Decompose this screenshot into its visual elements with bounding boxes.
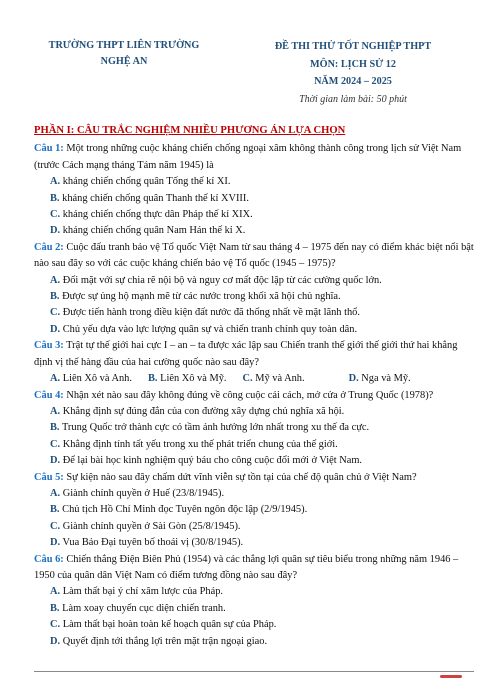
question-number: Câu 2: [34, 241, 64, 253]
question-4 [34, 388, 474, 404]
option: C. Mỹ và Anh. [242, 373, 305, 385]
option: C. Khẳng định tính tất yếu trong xu thế phát triển chung của thế giới. [50, 438, 338, 450]
question-number: Câu 3: [34, 340, 64, 352]
exam-subject: MÔN: LỊCH SỬ 12 [310, 58, 396, 70]
question-text: Sự kiện nào sau đây chấm dứt vĩnh viễn sự tồn tại của chế độ quân chủ ở Việt Nam? [66, 471, 417, 483]
option: C. kháng chiến chống thực dân Pháp thế kỉ XIX. [50, 209, 253, 221]
option: D. Quyết định tới thắng lợi trên mặt trận ngoại giao. [50, 635, 268, 647]
question-number: Câu 5: [34, 471, 64, 483]
option: B. Được sự ủng hộ mạnh mẽ từ các nước trong khối xã hội chủ nghĩa. [50, 291, 341, 303]
option: D. kháng chiến chống quân Nam Hán thế kỉ X. [50, 225, 246, 237]
exam-time: Thời gian làm bài: 50 phút [299, 93, 407, 105]
option-row [34, 371, 474, 387]
option: A. Làm thất bại ý chí xâm lược của Pháp. [50, 586, 224, 598]
option: D. Chủ yếu dựa vào lực lượng quân sự và chiến tranh chính quy toàn dân. [50, 323, 358, 335]
question-1 [34, 141, 474, 174]
school-name-line1: TRƯỜNG THPT LIÊN TRƯỜNG [48, 40, 200, 51]
option: D. Để lại bài học kinh nghiệm quý báu cho công cuộc đổi mới ở Việt Nam. [50, 455, 363, 467]
question-number: Câu 6: [34, 553, 64, 565]
option: D. Nga và Mỹ. [348, 373, 411, 385]
question-number: Câu 1: [34, 143, 64, 155]
footer-divider [34, 671, 474, 672]
option: A. Liên Xô và Anh. [50, 373, 132, 385]
option: B. Liên Xô và Mỹ. [147, 373, 227, 385]
option: B. kháng chiến chống quân Thanh thế kỉ XVIII. [50, 192, 249, 204]
question-2 [34, 240, 474, 273]
part-title: PHẦN I: CÂU TRẮC NGHIỆM NHIỀU PHƯƠNG ÁN LỰA CHỌN [34, 125, 346, 136]
exam-info [232, 38, 474, 108]
option: C. Được tiến hành trong điều kiện đất nước đã thống nhất về mặt lãnh thổ. [50, 307, 360, 319]
question-text: Chiến thắng Điện Biên Phủ (1954) và các thắng lợi quân sự tiêu biểu trong những năm 1946 – 1950 của quân dân Việt Nam có điểm tương đồng nào sau đây? [34, 553, 459, 581]
option: A. Giành chính quyền ở Huế (23/8/1945). [50, 487, 225, 499]
question-text: Một trong những cuộc kháng chiến chống ngoại xâm không thành công trong lịch sử Việt Nam (trước Cách mạng tháng Tám năm 1945) là [34, 143, 462, 171]
page-corner-mark [430, 675, 470, 679]
school-name-line2: NGHỆ AN [100, 56, 148, 67]
option: A. Khẳng định sự đúng đắn của con đường xây dựng chủ nghĩa xã hội. [50, 405, 345, 417]
option: C. Giành chính quyền ở Sài Gòn (25/8/1945). [50, 520, 241, 532]
question-3 [34, 338, 474, 371]
option: B. Chủ tịch Hồ Chí Minh đọc Tuyên ngôn độc lập (2/9/1945). [50, 504, 308, 516]
exam-title: ĐỀ THI THỬ TỐT NGHIỆP THPT [274, 41, 432, 52]
question-number: Câu 4: [34, 389, 64, 401]
option: D. Vua Bảo Đại tuyên bố thoái vị (30/8/1945). [50, 537, 244, 549]
question-5 [34, 470, 474, 486]
question-text: Trật tự thế giới hai cực I – an – ta được xác lập sau Chiến tranh thế giới thế giới thứ hai khẳng định vị thế hàng đầu của hai cường quốc nào sau đây? [34, 340, 458, 368]
question-6 [34, 552, 474, 585]
option: C. Làm thất bại hoàn toàn kế hoạch quân sự của Pháp. [50, 619, 277, 631]
option: B. Trung Quốc trở thành cực có tầm ảnh hưởng lớn nhất trong xu thế đa cực. [50, 422, 370, 434]
exam-content [34, 123, 474, 650]
question-text: Cuộc đấu tranh bảo vệ Tổ quốc Việt Nam từ sau tháng 4 – 1975 đến nay có điểm khác biệt nổi bật nào sau đây so với các cuộc kháng chiến bảo vệ Tổ quốc (1945 – 1975)? [34, 241, 474, 270]
exam-year: NĂM 2024 – 2025 [314, 76, 392, 87]
option: A. kháng chiến chống quân Tống thế kỉ XI. [50, 176, 231, 188]
exam-header [34, 38, 474, 105]
question-text: Nhận xét nào sau đây không đúng về công cuộc cải cách, mở cửa ở Trung Quốc (1978)? [66, 389, 434, 401]
option: B. Làm xoay chuyển cục diện chiến tranh. [50, 602, 226, 614]
school-name [34, 38, 214, 70]
option: A. Đối mặt với sự chia rẽ nội bộ và nguy cơ mất độc lập từ các cường quốc lớn. [50, 274, 382, 286]
